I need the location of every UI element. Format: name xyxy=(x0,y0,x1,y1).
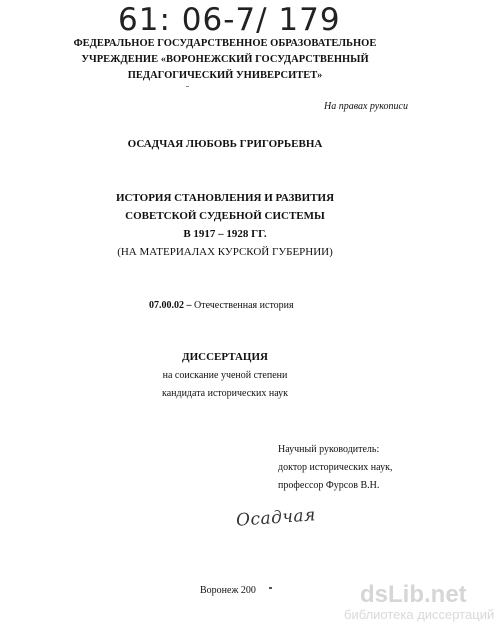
supervisor-name: профессор Фурсов В.Н. xyxy=(278,480,380,491)
institution-line-1: ФЕДЕРАЛЬНОЕ ГОСУДАРСТВЕННОЕ ОБРАЗОВАТЕЛЬНОЕ xyxy=(73,38,377,49)
watermark-logo: dsLib.net xyxy=(360,581,467,608)
author-name: ОСАДЧАЯ ЛЮБОВЬ ГРИГОРЬЕВНА xyxy=(127,138,323,150)
supervisor-label: Научный руководитель: xyxy=(278,444,380,455)
dissertation-line-1: на соискание ученой степени xyxy=(162,370,288,381)
title-line-3: В 1917 – 1928 ГГ. xyxy=(183,228,267,240)
specialty-code: 07.00.02 – xyxy=(149,300,192,311)
supervisor-degree: доктор исторических наук, xyxy=(278,462,393,473)
dissertation-heading: ДИССЕРТАЦИЯ xyxy=(182,351,268,363)
handwritten-code: 61: 06-7/ 179 xyxy=(118,2,341,38)
institution-line-2: УЧРЕЖДЕНИЕ «ВОРОНЕЖСКИЙ ГОСУДАРСТВЕННЫЙ xyxy=(81,54,369,65)
title-line-1: ИСТОРИЯ СТАНОВЛЕНИЯ И РАЗВИТИЯ xyxy=(115,192,335,204)
institution-line-3: ПЕДАГОГИЧЕСКИЙ УНИВЕРСИТЕТ» xyxy=(127,70,323,81)
manuscript-note: На правах рукописи xyxy=(324,101,408,112)
scan-mark xyxy=(186,86,189,87)
specialty xyxy=(149,300,294,311)
specialty-name: Отечественная история xyxy=(194,300,294,311)
title-line-2: СОВЕТСКОЙ СУДЕБНОЙ СИСТЕМЫ xyxy=(125,210,325,222)
dissertation-line-2: кандидата исторических наук xyxy=(161,388,289,399)
footer-scan-mark xyxy=(269,587,272,589)
footer-city-year: Воронеж 200 xyxy=(200,585,256,596)
title-line-4: (НА МАТЕРИАЛАХ КУРСКОЙ ГУБЕРНИИ) xyxy=(117,246,333,258)
watermark-subtitle: библиотека диссертаций xyxy=(344,607,494,622)
signature: Осадчая xyxy=(235,505,317,531)
